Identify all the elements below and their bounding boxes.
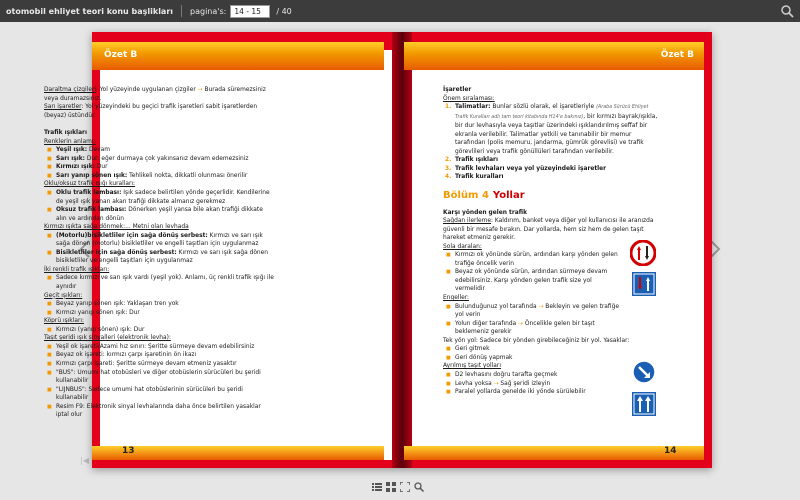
priority-oncoming-sign-icon (630, 240, 656, 266)
subheading: Geçit ışıkları: (44, 292, 83, 299)
list-item: ■ Sarı ışık: Dur; eğer durmaya çok yakınsanız devam edemezsiniz (44, 155, 274, 164)
book-spine (392, 32, 412, 468)
page-input[interactable]: 14 - 15 (230, 5, 270, 18)
paragraph: Tek yön yol: Sadece bir yönden girebileceğiniz bir yol. Yasaklar: (443, 337, 630, 344)
top-bar (0, 0, 800, 22)
subheading: İki renkli trafik ışıkları: (44, 266, 110, 273)
arrow-right-icon: ⇢ (197, 87, 203, 93)
text: Burada süremezsiniz veya duramazsınız. (44, 87, 266, 102)
section-heading: İşaretler (443, 87, 472, 93)
list-item: ■ Yolun diğer tarafında ⇢ Önceliklе gelen bir taşıt beklemeniz gerekir (443, 320, 661, 337)
left-page-content (44, 86, 274, 420)
list-item: ■ (Motorlu)bisikletliler için sağa dönüş serbest: Kırmızı ve sarı ışık sağa dönen (motorlu) bisikletliler ve engelli taşıtları için uygulanmaz (44, 232, 274, 249)
subheading: Renklerin anlamı: (44, 138, 96, 145)
numbered-item: 4. Trafik kuralları (445, 174, 504, 181)
left-header-band (92, 42, 384, 70)
list-item: ■ Beyaz ok işareti: kırmızı çarpı işaretinin ön ikazı (44, 351, 274, 360)
section-heading: Karşı yönden gelen trafik (443, 209, 528, 216)
chapter-title: Bölüm 4 Yollar (443, 190, 525, 202)
subheading: Ayrılmış taşıt yolları (443, 363, 501, 370)
term: Daraltma çizgileri (44, 87, 97, 93)
list-item: ■ Sadece kırmızı ve sarı ışık vardı (yeşil yok). Anlamı, üç renkli trafik ışığı ile aynıdır (44, 274, 274, 291)
keep-right-sign-icon (632, 360, 656, 384)
list-icon[interactable] (372, 482, 382, 492)
list-item: ■ Kırmızı (yanıp sönen) ışık: Dur (44, 326, 274, 335)
section-heading: Trafik ışıkları (44, 130, 87, 137)
list-item: ■ "LIJNBUS": Sadece umumi hat otobüslerinin sürücüleri bu şeridi kullanabilir (44, 386, 274, 403)
fullscreen-icon[interactable] (400, 482, 410, 492)
list-item: ■ Geri dönüş yapmak (443, 354, 661, 363)
list-item: ■ Bulunduğunuz yol tarafında ⇢ Bekleyin ve gelen trafiğe yol verin (443, 303, 661, 320)
list-item: ■ Bisikletliler için sağa dönüş serbest: Kırmızı ve sarı ışık sağa dönen bisikletliler ve engelli taşıtları için uygulanmaz (44, 249, 274, 266)
document-title: otomobil ehliyet teori konu başlikları (6, 6, 174, 16)
paragraph (44, 103, 274, 120)
list-item: ■ Kırmızı çarpı işareti: Şeritte sürmeye devam etmeniz yasaktır (44, 360, 274, 369)
list-item: ■ Beyaz ok yönünde sürün, ardından sürmeye devam edebilirsiniz. Karşı yönden gelen trafik size yol vermelidir (443, 268, 661, 294)
list-item: ■ Oksuz trafik lambası: Dönerken yeşil yansa bile akan trafiği dikkate alın ve ardından dönün (44, 206, 274, 223)
left-header-title: Özet B (104, 50, 138, 60)
left-page-number: 13 (122, 446, 135, 456)
subheading: Kırmızı ışıkta sağa dönmek:... Metni olan levhada (44, 224, 189, 231)
list-item: ■ Geri gitmek (443, 345, 661, 354)
subheading: Sola daralan: (443, 243, 482, 250)
subheading: Taşıt şeridi ışık sinyalleri (elektronik levha): (44, 335, 171, 342)
list-item: ■ Yeşil ok işareti/Azami hız sınırı: Şeritte sürmeye devam edebilirsiniz (44, 343, 274, 352)
priority-over-oncoming-sign-icon (632, 272, 656, 296)
term: Sarı işaretler (44, 104, 82, 111)
list-item: ■ "BUS": Umumi hat otobüsleri ve diğer otobüslerin sürücüleri bu şeridi kullanabilir (44, 369, 274, 386)
paragraph (44, 86, 274, 103)
divider (181, 5, 182, 17)
numbered-item: 1. Talimatlar: Bunlar sözlü olarak, el işaretleriyle (Araba Sürücü Ehliyet Trafik Kuralları adlı tam teori kitabında H14'e bakınız), bir kırmızı bayrak/ışıkla, bir dur levhasıyla veya taşıtlar üzerindeki ışıklandırılmış seffaf bir ekranla verilebilir. Talimatlar yetkili ve tanınabilir bir memur tarafından (polis memuru, jandarma, gümrük görevlisi) ve trafik görevlileri veya trafik gönüllüleri tarafından verilebilir. (445, 104, 658, 155)
subheading: Köprü ışıkları: (44, 318, 84, 325)
right-footer-band (404, 446, 704, 460)
list-item: ■ Kırmızı ışık: Dur (44, 163, 274, 172)
zoom-icon[interactable] (414, 482, 424, 492)
list-item: ■ Sarı yanıp sönen ışık: Tehlikeli nokta, dikkatli olunması önerilir (44, 172, 274, 181)
list-item: ■ Paralel yollarda genelde iki yönde sürülebilir (443, 388, 661, 397)
subheading: Oklu/oksuz trafik ışığı kuralları: (44, 181, 136, 188)
right-page-number: 14 (664, 446, 677, 456)
viewer-toolbar (372, 482, 424, 492)
right-page-content (443, 86, 661, 397)
list-item: ■ Resim F9: Elektronik sinyal levhalarında daha önce belirtilen yasaklar iptal olur (44, 403, 274, 420)
subheading: Engeller: (443, 295, 470, 302)
list-item: ■ Kırmızı yanıp sönen ışık: Dur (44, 309, 274, 318)
list-item: ■ Oklu trafik lambası: Işık sadece belirtilen yönde geçerlidir. Kendilerine de yeşil ışık yanan akan trafiği dikkate almanız gerekmez (44, 189, 274, 206)
right-header-band (404, 42, 704, 70)
grid-icon[interactable] (386, 482, 396, 492)
one-way-lanes-sign-icon (632, 392, 656, 416)
subheading: Önem sıralaması: (443, 95, 495, 102)
first-page-icon[interactable]: |◀ (80, 456, 89, 465)
search-icon[interactable] (780, 4, 794, 18)
left-footer-band (92, 446, 384, 460)
numbered-item: 3. Trafik levhaları veya yol yüzeyindeki işaretler (445, 165, 607, 172)
list-item: ■ Levha yoksa ⇢ Sağ şeridi izleyin (443, 380, 661, 389)
right-header-title: Özet B (660, 50, 694, 60)
numbered-item: 2. Trafik ışıkları (445, 157, 498, 164)
paragraph: Sağdan ilerleme: Kaldırım, banket veya diğer yol kullanıcısı ile aranızda güvenli bir mesafe bırakın. Dar yollarda, hem siz hem de gelen taşıt hareket etmeniz gerekir. (443, 218, 654, 242)
page-total: / 40 (276, 6, 292, 16)
text: : Yol yüzeyinde uygulanan çizgiler (96, 87, 196, 93)
list-item: ■ Yeşil ışık: Devam (44, 146, 274, 155)
list-item: ■ D2 levhasını doğru tarafta geçmek (443, 371, 661, 380)
page-label: pagina's: (190, 6, 227, 16)
list-item: ■ Kırmızı ok yönünde sürün, ardından karşı yönden gelen trafiğe öncelik verin (443, 251, 661, 268)
list-item: ■ Beyaz yanıp sönen ışık: Yaklaşan tren yok (44, 300, 274, 309)
text: : Yol yüzeyindeki bu geçici trafik işaretleri sabit işaretlerden (beyaz) üstündür. (44, 104, 258, 119)
